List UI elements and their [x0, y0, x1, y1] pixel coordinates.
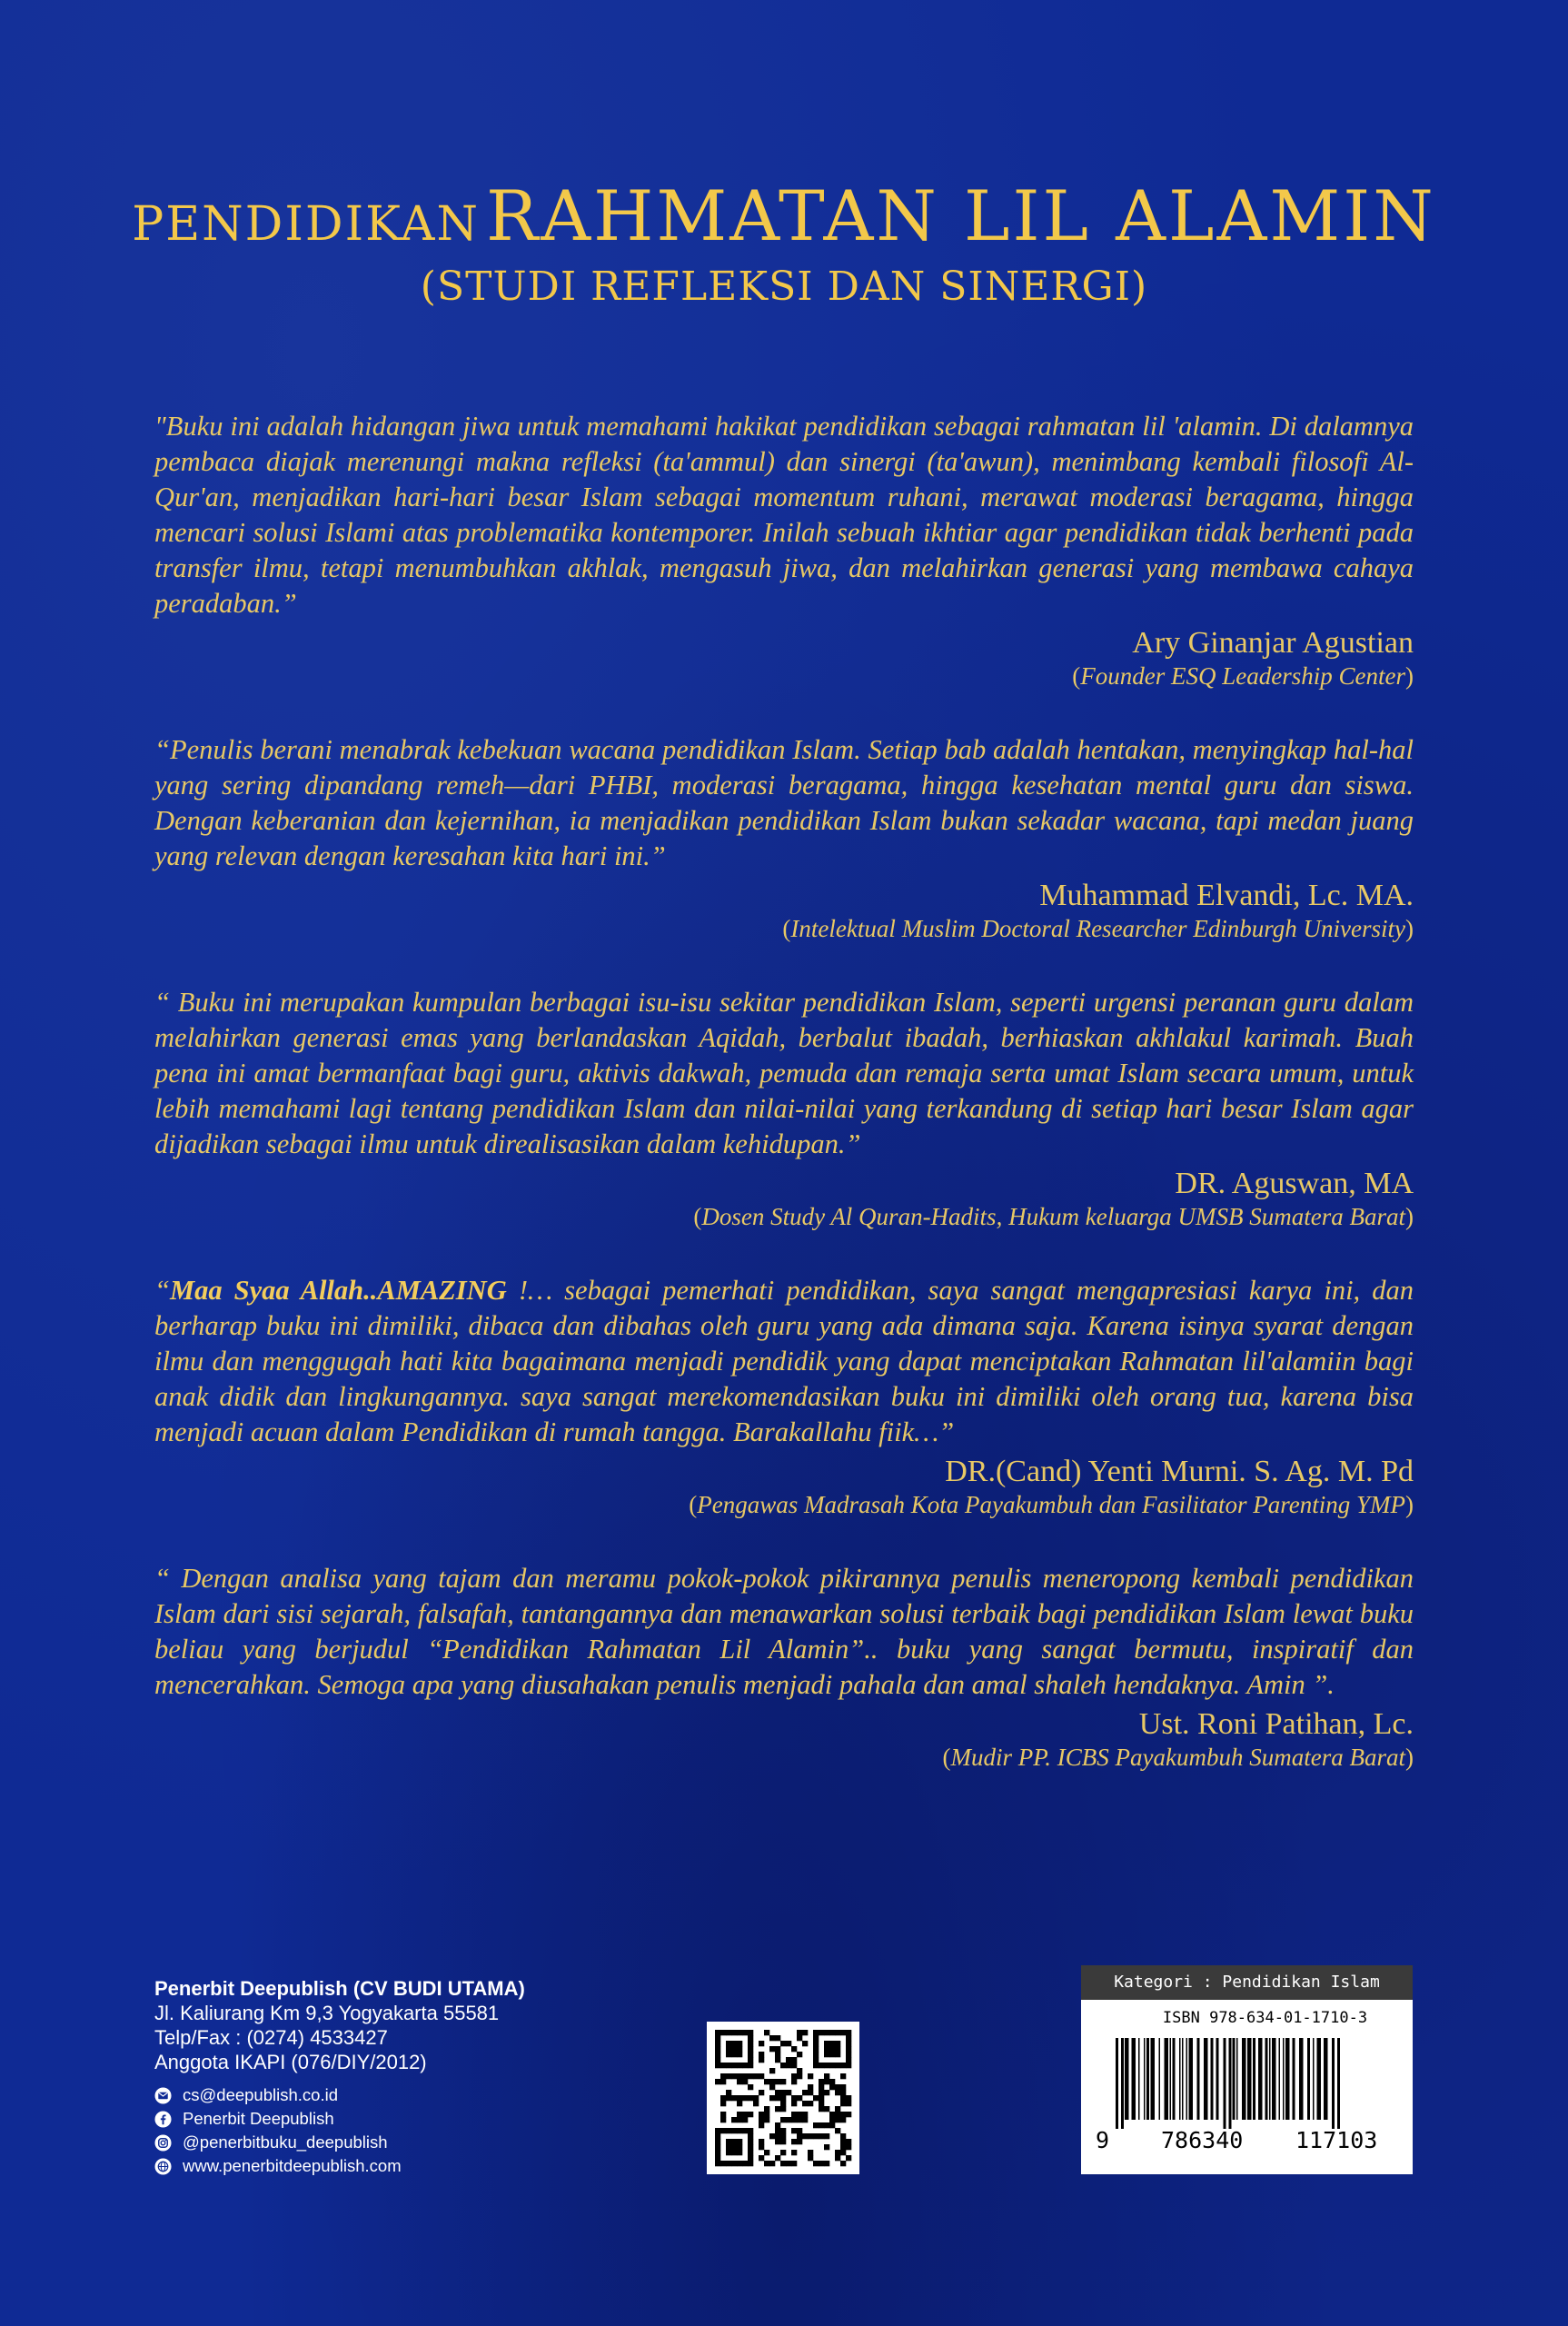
title-prefix: PENDIDIKAN [132, 197, 480, 252]
endorsement [154, 1273, 1414, 1519]
barcode-digit-first: 9 [1096, 2127, 1110, 2153]
author-name: Muhammad Elvandi, Lc. MA. [1039, 879, 1414, 912]
barcode-digits [1081, 2127, 1413, 2163]
book-title [0, 175, 1568, 256]
endorsement [154, 409, 1414, 691]
author-name: DR. Aguswan, MA [1175, 1167, 1414, 1200]
author-name: Ust. Roni Patihan, Lc. [1138, 1707, 1414, 1741]
quote-text: “Penulis berani menabrak kebekuan wacana pendidikan Islam. Setiap bab adalah hentakan, menyingkap hal-hal yang sering dipandang remeh—dari PHBI, moderasi beragama, hingga kesehatan mental guru dan siswa. Dengan keberanian dan kejernihan, ia menjadikan pendidikan Islam bukan sekadar wacana, tapi medan juang yang relevan dengan keresahan kita hari ini.” [154, 734, 1414, 871]
endorsement [154, 985, 1414, 1231]
publisher-contacts [154, 2083, 663, 2178]
qr-code-icon[interactable] [707, 2022, 859, 2174]
author-name: Ary Ginanjar Agustian [1132, 626, 1414, 660]
title-main: RAHMATAN LIL ALAMIN [486, 175, 1436, 256]
quote-highlight: Maa Syaa Allah..AMAZING [169, 1275, 507, 1306]
author-name: DR.(Cand) Yenti Murni. S. Ag. M. Pd [945, 1455, 1414, 1488]
facebook-icon [154, 2111, 172, 2128]
publisher-address: Jl. Kaliurang Km 9,3 Yogyakarta 55581 [154, 2002, 500, 2024]
author-role: (Founder ESQ Leadership Center) [1072, 662, 1414, 690]
email-icon [154, 2087, 172, 2104]
contact-email [154, 2083, 663, 2107]
contact-facebook [154, 2107, 663, 2131]
quote-text: “ Dengan analisa yang tajam dan meramu pokok-pokok pikirannya penulis meneropong kembali pendidikan Islam dari sisi sejarah, falsafah, tantangannya dan menawarkan solusi terbaik bagi pendidikan Islam lewat buku beliau yang berjudul “Pendidikan Rahmatan Lil Alamin”.. buku yang sangat bermutu, inspiratif dan mencerahkan. Semoga apa yang diusahakan penulis menjadi pahala dan amal shaleh hendaknya. Amin ”. [154, 1563, 1414, 1700]
endorsement [154, 732, 1414, 943]
endorsements [154, 409, 1414, 1814]
instagram-link[interactable]: @penerbitbuku_deepublish [183, 2132, 388, 2152]
publisher-info [154, 1976, 663, 2178]
endorsement [154, 1561, 1414, 1772]
contact-instagram [154, 2131, 663, 2154]
publisher-member: Anggota IKAPI (076/DIY/2012) [154, 2051, 427, 2073]
quote-text: “Maa Syaa Allah..AMAZING !… sebagai pemerhati pendidikan, saya sangat mengapresiasi karya ini, dan berharap buku ini dimiliki, dibaca dan dibahas oleh guru yang ada dimana saja. Karena isinya syarat dengan ilmu dan menggugah hati kita bagaimana menjadi pendidik yang dapat menciptakan Rahmatan lil'alamiin bagi anak didik dan lingkungannya. saya sangat merekomendasikan buku ini dimiliki oleh orang tua, karena bisa menjadi acuan dalam Pendidikan di rumah tangga. Barakallahu fiik…” [154, 1275, 1414, 1447]
instagram-icon [154, 2134, 172, 2152]
category-label: Kategori : Pendidikan Islam [1081, 1965, 1413, 2000]
facebook-link[interactable]: Penerbit Deepublish [183, 2109, 334, 2128]
barcode-digits-left: 786340 [1161, 2127, 1244, 2153]
barcode-digits-right: 117103 [1295, 2127, 1378, 2153]
author-role: (Dosen Study Al Quran-Hadits, Hukum keluarga UMSB Sumatera Barat) [693, 1203, 1414, 1230]
barcode-icon [1088, 2038, 1406, 2129]
barcode-panel [1081, 1965, 1413, 2174]
author-role: (Intelektual Muslim Doctoral Researcher Edinburgh University) [782, 915, 1414, 942]
book-subtitle: (STUDI REFLEKSI DAN SINERGI) [420, 263, 1148, 310]
author-role: (Mudir PP. ICBS Payakumbuh Sumatera Barat) [942, 1744, 1414, 1771]
quote-text: “ Buku ini merupakan kumpulan berbagai isu-isu sekitar pendidikan Islam, seperti urgensi peranan guru dalam melahirkan generasi emas yang berlandaskan Aqidah, berbalut ibadah, berhiaskan akhlakul karimah. Buah pena ini amat bermanfaat bagi guru, aktivis dakwah, pemuda dan remaja serta umat Islam secara umum, untuk lebih memahami lagi tentang pendidikan Islam dan nilai-nilai yang terkandung di setiap hari besar Islam agar dijadikan sebagai ilmu untuk direalisasikan dalam kehidupan.” [154, 987, 1414, 1159]
email-link[interactable]: cs@deepublish.co.id [183, 2085, 338, 2104]
isbn-label: ISBN 978-634-01-1710-3 [1162, 2009, 1368, 2027]
website-link[interactable]: www.penerbitdeepublish.com [183, 2156, 402, 2175]
quote-text: "Buku ini adalah hidangan jiwa untuk memahami hakikat pendidikan sebagai rahmatan lil 'alamin. Di dalamnya pembaca diajak merenungi makna refleksi (ta'ammul) dan sinergi (ta'awun), menimbang kembali filosofi Al-Qur'an, menjadikan hari-hari besar Islam sebagai momentum ruhani, merawat moderasi beragama, hingga mencari solusi Islami atas problematika kontemporer. Inilah sebuah ikhtiar agar pendidikan tidak berhenti pada transfer ilmu, tetapi menumbuhkan akhlak, mengasuh jiwa, dan melahirkan generasi yang membawa cahaya peradaban.” [154, 411, 1414, 619]
publisher-phone: Telp/Fax : (0274) 4533427 [154, 2026, 388, 2049]
contact-website [154, 2154, 663, 2178]
globe-icon [154, 2158, 172, 2175]
publisher-name: Penerbit Deepublish (CV BUDI UTAMA) [154, 1977, 525, 2000]
title-block [0, 175, 1568, 310]
author-role: (Pengawas Madrasah Kota Payakumbuh dan Fasilitator Parenting YMP) [689, 1491, 1414, 1518]
